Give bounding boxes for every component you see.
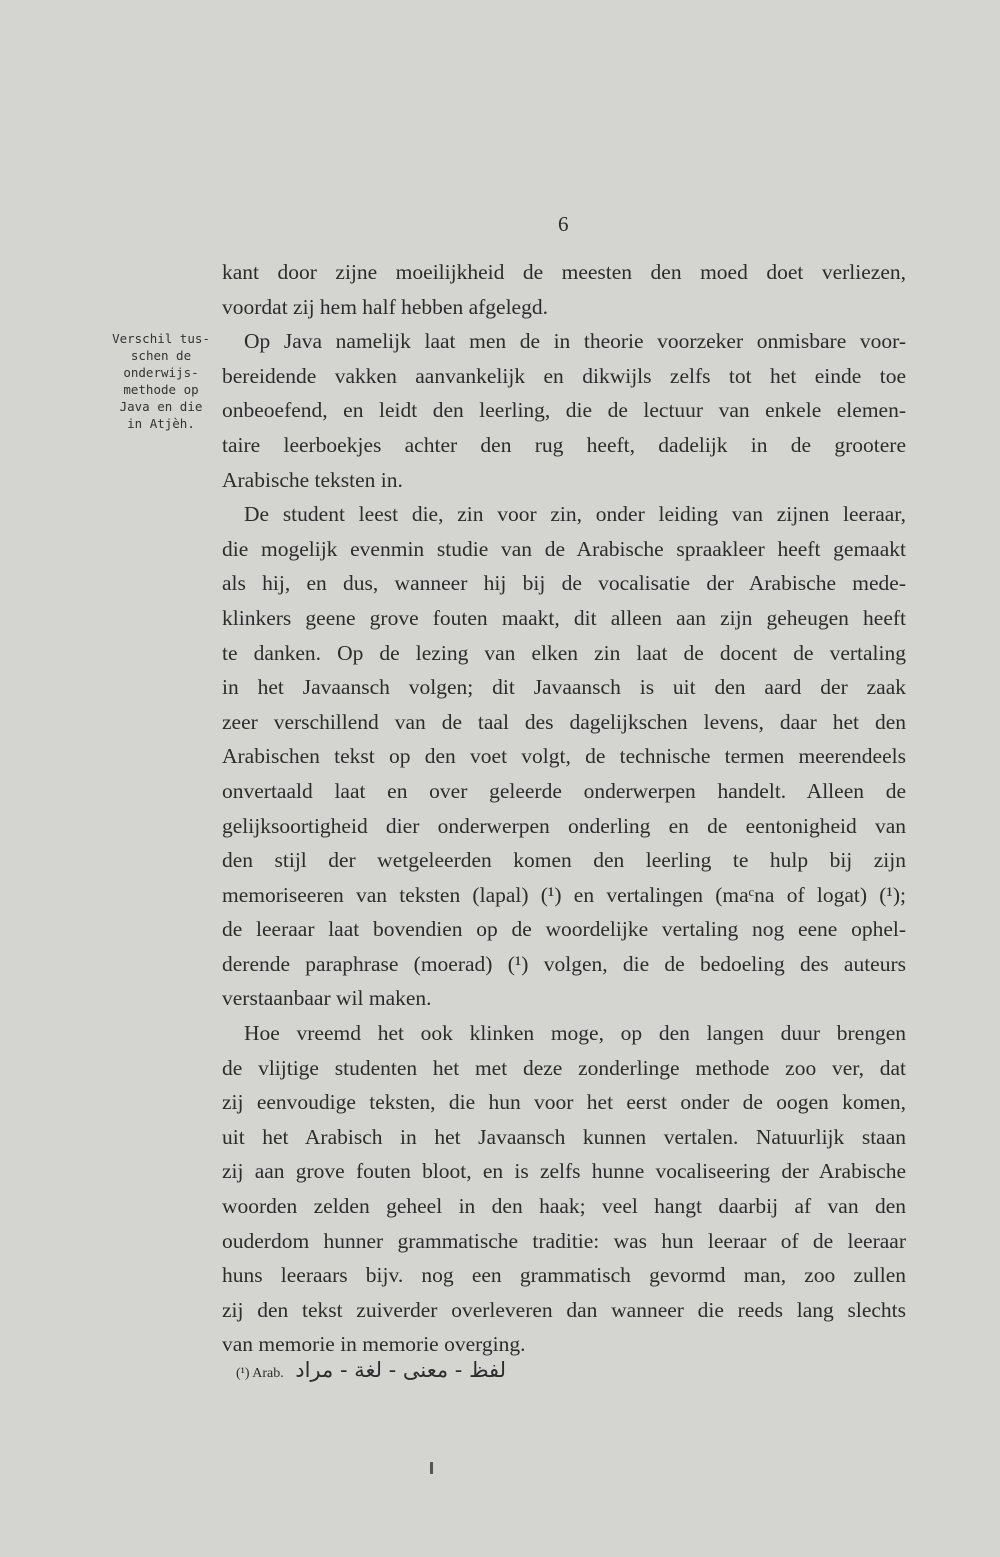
footnote-arabic: لفظ - معنى - لغة - مراد: [295, 1358, 507, 1382]
text-line: zeer verschillend van de taal des dagelijkschen levens, daar het den: [222, 709, 906, 734]
page-number: 6: [558, 212, 569, 236]
text-line: Arabischen tekst op den voet volgt, de technische termen meerendeels: [222, 744, 906, 769]
text-line: verstaanbaar wil maken.: [222, 986, 432, 1011]
margin-note-line: methode op: [123, 382, 199, 397]
text-line: den stijl der wetgeleerden komen den leerling te hulp bij zijn: [222, 848, 906, 873]
margin-note-line: onderwijs-: [123, 365, 199, 380]
text-line: voordat zij hem half hebben afgelegd.: [222, 294, 548, 319]
paragraph: [222, 497, 906, 1016]
text-line: Op Java namelijk laat men de in theorie voorzeker onmisbare voor-: [244, 329, 906, 354]
text-line: de leeraar laat bovendien op de woordelijke vertaling nog eene ophel-: [222, 917, 906, 942]
text-line: zij eenvoudige teksten, die hun voor het eerst onder de oogen komen,: [222, 1090, 906, 1115]
text-line: uit het Arabisch in het Javaansch kunnen vertalen. Natuurlijk staan: [222, 1124, 906, 1149]
text-line: huns leeraars bijv. nog een grammatisch gevormd man, zoo zullen: [222, 1263, 906, 1288]
text-line: onvertaald laat en over geleerde onderwerpen handelt. Alleen de: [222, 778, 906, 803]
text-line: van memorie in memorie overging.: [222, 1332, 526, 1357]
text-line: als hij, en dus, wanneer hij bij de vocalisatie der Arabische mede-: [222, 571, 906, 596]
text-line: kant door zijne moeilijkheid de meesten den moed doet verliezen,: [222, 260, 906, 284]
ink-mark: [430, 1462, 433, 1474]
text-line: klinkers geene grove fouten maakt, dit alleen aan zijn geheugen heeft: [222, 605, 906, 630]
text-line: onbeoefend, en leidt den leerling, die de lectuur van enkele elemen-: [222, 398, 906, 423]
text-line: gelijksoortigheid dier onderwerpen onderling en de eentonigheid van: [222, 813, 906, 838]
text-line: ouderdom hunner grammatische traditie: was hun leeraar of de leeraar: [222, 1228, 906, 1253]
text-line: de vlijtige studenten het met deze zonderlinge methode zoo ver, dat: [222, 1055, 906, 1080]
paragraph: [222, 255, 906, 324]
body-text: [222, 255, 906, 1362]
footnote: [236, 1358, 506, 1382]
text-line: zij aan grove fouten bloot, en is zelfs hunne vocaliseering der Arabische: [222, 1159, 906, 1184]
text-line: memoriseeren van teksten (lapal) (¹) en vertalingen (maᶜna of logat) (¹);: [222, 882, 906, 907]
paragraph: [222, 1016, 906, 1362]
text-line: te danken. Op de lezing van elken zin laat de docent de vertaling: [222, 640, 906, 665]
margin-note-line: in Atjèh.: [127, 416, 195, 431]
text-line: taire leerboekjes achter den rug heeft, dadelijk in de grootere: [222, 432, 906, 457]
text-line: in het Javaansch volgen; dit Javaansch is uit den aard der zaak: [222, 675, 906, 700]
margin-note: [100, 330, 222, 432]
margin-note-line: Verschil tus-: [112, 331, 210, 346]
text-line: zij den tekst zuiverder overleveren dan wanneer die reeds lang slechts: [222, 1297, 906, 1322]
text-line: Arabische teksten in.: [222, 467, 403, 492]
text-line: De student leest die, zin voor zin, onder leiding van zijnen leeraar,: [244, 502, 906, 527]
text-line: die mogelijk evenmin studie van de Arabische spraakleer heeft gemaakt: [222, 536, 906, 561]
text-line: woorden zelden geheel in den haak; veel hangt daarbij af van den: [222, 1194, 906, 1219]
paragraph: [222, 324, 906, 497]
text-line: bereidende vakken aanvankelijk en dikwijls zelfs tot het einde toe: [222, 363, 906, 388]
margin-note-line: schen de: [130, 348, 192, 363]
margin-note-line: Java en die: [119, 399, 203, 414]
footnote-marker: (¹) Arab.: [236, 1366, 284, 1381]
text-line: Hoe vreemd het ook klinken moge, op den langen duur brengen: [244, 1021, 906, 1046]
text-line: derende paraphrase (moerad) (¹) volgen, die de bedoeling des auteurs: [222, 951, 906, 976]
